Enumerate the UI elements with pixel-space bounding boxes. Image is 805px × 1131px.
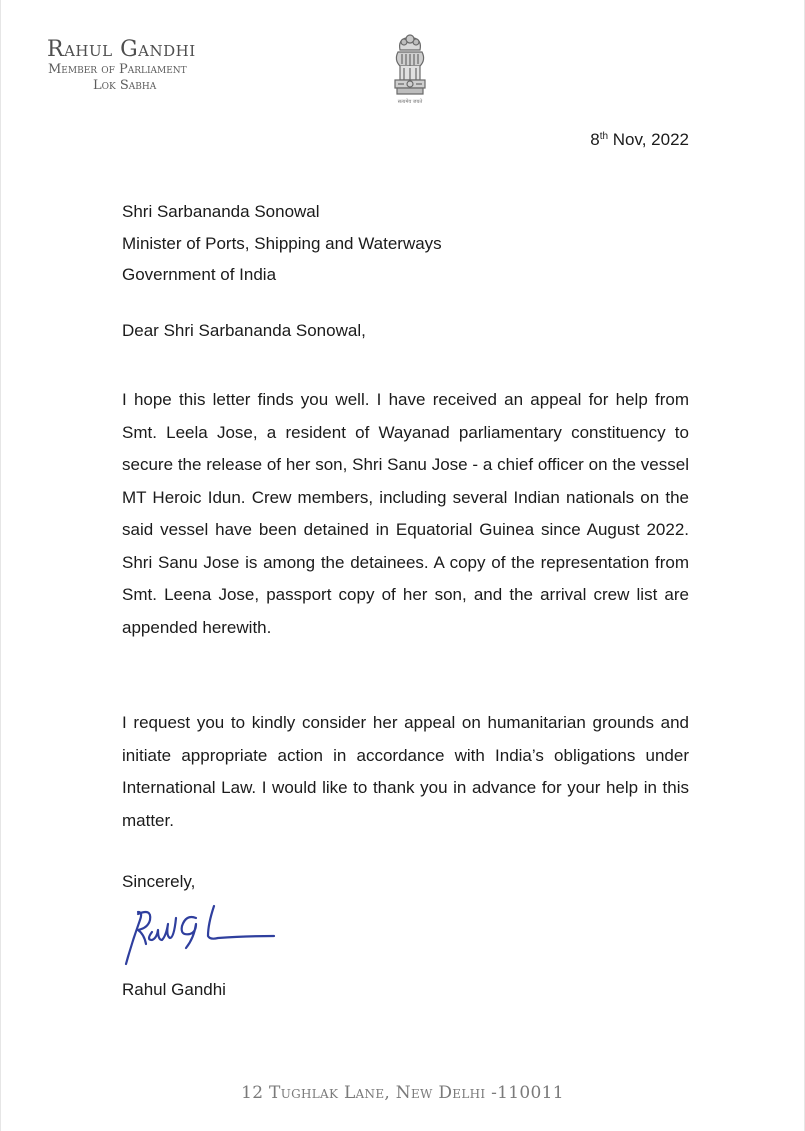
letterhead-name: Rahul Gandhi [47, 37, 196, 62]
footer-address: 12 Tughlak Lane, New Delhi -110011 [241, 1083, 564, 1103]
date-suffix: th [599, 131, 609, 142]
salutation: Dear Shri Sarbananda Sonowal, [122, 321, 366, 340]
addressee-name: Shri Sarbananda Sonowal [122, 202, 320, 221]
letter-date [590, 130, 689, 150]
letterhead [47, 38, 247, 94]
addressee-block [122, 196, 442, 291]
national-emblem-icon [386, 28, 434, 108]
emblem-motto: सत्यमेव जयते [397, 99, 423, 105]
closing: Sincerely, [122, 872, 196, 891]
letterhead-role: Member of Parliament [48, 62, 187, 77]
addressee-org: Government of India [122, 265, 277, 284]
body-paragraph-1: I hope this letter finds you well. I have received an appeal for help from Smt. Leela Jose, a resident of Wayanad parliamentary constituency to secure the release of her son, Shri Sanu Jose - a chief officer on the vessel MT Heroic Idun. Crew members, including several Indian nationals on the said vessel have been detained in Equatorial Guinea since August 2022. Shri Sanu Jose is among the detainees. A copy of the representation from Smt. Leena Jose, passport copy of her son, and the arrival crew list are appended herewith. [122, 390, 689, 637]
body-paragraph-2: I request you to kindly consider her appeal on humanitarian grounds and initiate appropriate action in accordance with India’s obligations under International Law. I would like to thank you in advance for your help in this matter. [122, 713, 689, 830]
date-rest: Nov, 2022 [608, 130, 689, 149]
letterhead-house: Lok Sabha [93, 78, 157, 93]
date-day: 8 [590, 130, 600, 149]
signer-name: Rahul Gandhi [122, 980, 226, 999]
addressee-title: Minister of Ports, Shipping and Waterways [122, 233, 442, 253]
handwritten-signature [118, 898, 278, 970]
